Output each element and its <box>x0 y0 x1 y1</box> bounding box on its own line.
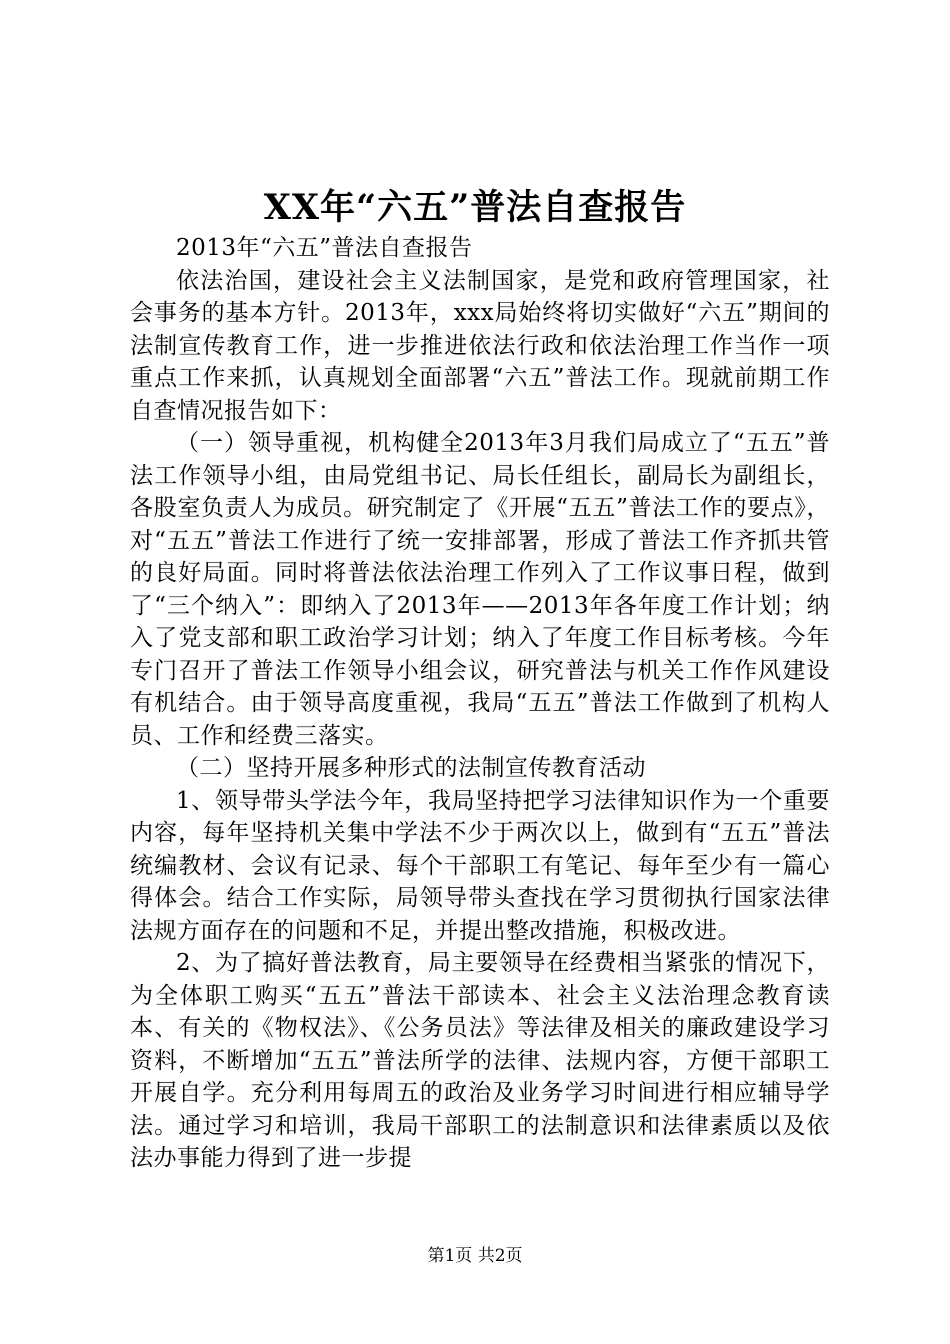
item-two-paragraph: 2、为了搞好普法教育，局主要领导在经费相当紧张的情况下，为全体职工购买“五五”普法干部读本、社会主义法治理念教育读本、有关的《物权法》、《公务员法》等法律及相关的廉政建设学习资料，不断增加“五五”普法所学的法律、法规内容，方便干部职工开展自学。充分利用每周五的政治及业务学习时间进行相应辅导学法。通过学习和培训，我局干部职工的法制意识和法律素质以及依法办事能力得到了进一步提 <box>130 950 830 1171</box>
page-number-footer: 第1页 共2页 <box>427 1246 523 1266</box>
item-one-paragraph: 1、领导带头学法今年，我局坚持把学习法律知识作为一个重要内容，每年坚持机关集中学法不少于两次以上，做到有“五五”普法统编教材、会议有记录、每个干部职工有笔记、每年至少有一篇心得体会。结合工作实际，局领导带头查找在学习贯彻执行国家法律法规方面存在的问题和不足，并提出整改措施，积极改进。 <box>130 787 830 944</box>
document-body <box>130 232 830 1175</box>
report-subtitle: 2013年“六五”普法自查报告 <box>176 235 473 261</box>
document-title: XX年“六五”普法自查报告 <box>263 187 687 228</box>
section-one-paragraph: （一）领导重视，机构健全2013年3月我们局成立了“五五”普法工作领导小组，由局党组书记、局长任组长，副局长为副组长，各股室负责人为成员。研究制定了《开展“五五”普法工作的要点》，对“五五”普法工作进行了统一安排部署，形成了普法工作齐抓共管的良好局面。同时将普法依法治理工作列入了工作议事日程，做到了“三个纳入”：即纳入了2013年——2013年各年度工作计划；纳入了党支部和职工政治学习计划；纳入了年度工作目标考核。今年专门召开了普法工作领导小组会议，研究普法与机关工作作风建设有机结合。由于领导高度重视，我局“五五”普法工作做到了机构人员、工作和经费三落实。 <box>130 430 830 749</box>
section-two-heading: （二）坚持开展多种形式的法制宣传教育活动 <box>176 755 646 781</box>
intro-paragraph: 依法治国，建设社会主义法制国家，是党和政府管理国家，社会事务的基本方针。2013年，xxx局始终将切实做好“六五”期间的法制宣传教育工作，进一步推进依法行政和依法治理工作当作一项重点工作来抓，认真规划全面部署“六五”普法工作。现就前期工作自查情况报告如下： <box>130 267 830 424</box>
